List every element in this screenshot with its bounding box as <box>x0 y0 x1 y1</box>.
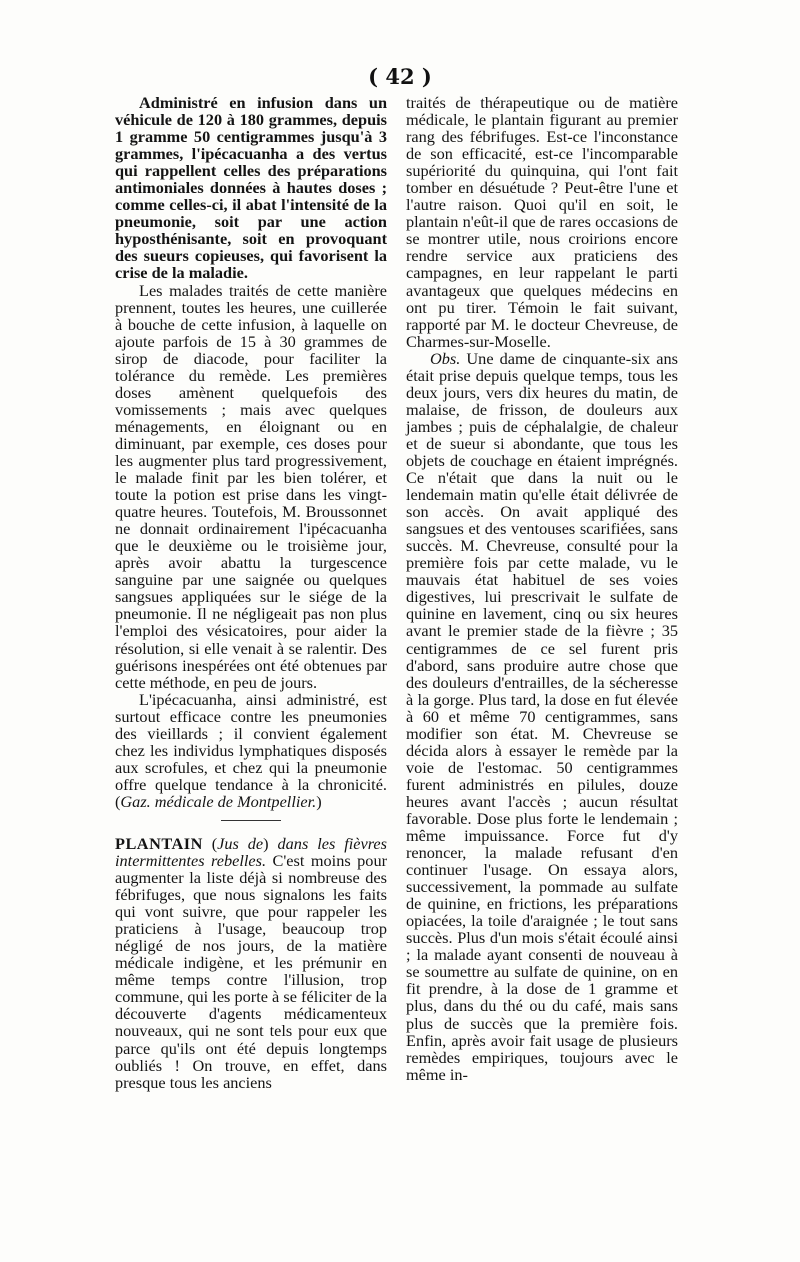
right-column <box>406 94 678 1083</box>
entry-subtitle-close: ) <box>263 833 278 853</box>
entry-subtitle-rest: dans les fièvres intermittentes rebelles. <box>115 833 387 871</box>
section-separator <box>221 820 281 821</box>
page-number: ( 42 ) <box>368 64 432 89</box>
observation-text: Une dame de cinquante-six ans était prise depuis quelque temps, tous les deux jours, vers dix heures du matin, de malaise, de frisson, de douleurs aux jambes ; puis de céphalalgie, de chaleur et de sueur si abondante, que tous les objets de couchage en étaient imprégnés. Ce n'était que dans la nuit ou le lendemain matin qu'elle était délivrée de son accès. On avait appliqué des sangsues et des ventouses scarifiées, sans succès. M. Chevreuse, consulté pour la première fois par cette malade, vu le mauvais état habituel de ses voies digestives, lui prescrivait le sulfate de quinine en lavement, cinq ou six heures avant le premier stade de la fièvre ; 35 centigrammes de ce sel furent pris d'abord, sans produire autre chose que des douleurs d'entrailles, de la sécheresse à la gorge. Plus tard, la dose en fut élevée à 60 et même 70 centigrammes, sans modifier son état. M. Chevreuse se décida alors à essayer le remède par la voie de l'estomac. 50 centigrammes furent administrés en pilules, douze heures avant l'accès ; aucun résultat favorable. Dose plus forte le lendemain ; même impuissance. Force fut d'y renoncer, la malade refusant d'en continuer l'usage. On essaya alors, successivement, la pommade au sulfate de quinine, en frictions, les préparations opiacées, la toile d'araignée ; le tout sans succès. Plus d'un mois s'était écoulé ainsi ; la malade ayant consenti de nouveau à se soumettre au sulfate de quinine, on en fit prendre, à la dose de 1 gramme et plus, dans du thé ou du café, mais sans plus de succès que la première fois. Enfin, après avoir fait usage de plusieurs remèdes empiriques, toujours avec le même in- <box>406 348 678 1084</box>
indications-text: L'ipécacuanha, ainsi administré, est surtout efficace contre les pneumonies des vieillards ; il convient également chez les individus lymphatiques disposés aux scrofules, et chez qui la pneumonie offre quelque tendance à la chronicité. ( <box>115 689 387 811</box>
entry-subtitle-italic: Jus de <box>217 833 264 853</box>
entry-heading: PLANTAIN <box>115 833 203 853</box>
citation-close: ) <box>316 791 322 811</box>
source-citation: Gaz. médicale de Montpellier. <box>120 791 317 811</box>
paragraph-plantain-history: traités de thérapeutique ou de matière médicale, le plantain figurant au premier rang des fébrifuges. Est-ce l'inconstance de son efficacité, est-ce l'incomparable supériorité du quinquina, qui l'ont fait tomber en désuétude ? Peut-être l'une et l'autre raison. Quoi qu'il en soit, le plantain n'eût-il que de rares occasions de se montrer utile, nous croirions encore rendre service aux praticiens des campagnes, en leur rappelant le parti avantageux que quelques médecins en ont pu tirer. Témoin le fait suivant, rapporté par M. le docteur Chevreuse, de Charmes-sur-Moselle. <box>406 93 678 351</box>
paragraph-observation <box>406 350 678 1083</box>
plantain-entry <box>115 835 387 1091</box>
left-column <box>115 94 387 1091</box>
paragraph-ipeca-infusion: Administré en infusion dans un véhicule de 120 à 180 grammes, depuis 1 gramme 50 centigrammes jusqu'à 3 grammes, l'ipécacuanha a des vertus qui rappellent celles des préparations antimoniales données à hautes doses ; comme celles-ci, il abat l'intensité de la pneumonie, soit par une action hyposthénisante, soit en provoquant des sueurs copieuses, qui favorisent la crise de la maladie. <box>115 93 387 283</box>
paragraph-ipeca-indications <box>115 691 387 810</box>
paragraph-ipeca-administration: Les malades traités de cette manière prennent, toutes les heures, une cuillerée à bouche de cette infusion, à laquelle on ajoute parfois de 15 à 30 grammes de sirop de diacode, pour faciliter la tolérance du remède. Les premières doses amènent quelquefois des vomissements ; mais avec quelques ménagements, en éloignant ou en diminuant, par exemple, ces doses pour les augmenter plus tard progressivement, le malade finit par les bien tolérer, et toute la potion est prise dans les vingt-quatre heures. Toutefois, M. Broussonnet ne donnait ordinairement l'ipécacuanha que le deuxième ou le troisième jour, après avoir abattu la turgescence sanguine par une saignée ou quelques sangsues appliquées sur le siége de la pneumonie. Il ne négligeait pas non plus l'emploi des vésicatoires, pour aider la résolution, si elle venait à se ralentir. Des guérisons inespérées ont été obtenues par cette méthode, en peu de jours. <box>115 280 387 692</box>
entry-body: C'est moins pour augmenter la liste déjà si nombreuse des fébrifuges, que nous signalons les faits qui vont suivre, que pour rappeler les praticiens à l'usage, beaucoup trop négligé de nos jours, de la matière médicale indigène, et les prémunir en même temps contre l'illusion, trop commune, qui les porte à se féliciter de la découverte d'agents médicamenteux nouveaux, qui ne sont tels pour eux que parce qu'ils ont été depuis longtemps oubliés ! On trouve, en effet, dans presque tous les anciens <box>115 851 387 1092</box>
entry-subtitle-open: ( <box>202 833 218 853</box>
observation-label: Obs. <box>430 348 461 368</box>
